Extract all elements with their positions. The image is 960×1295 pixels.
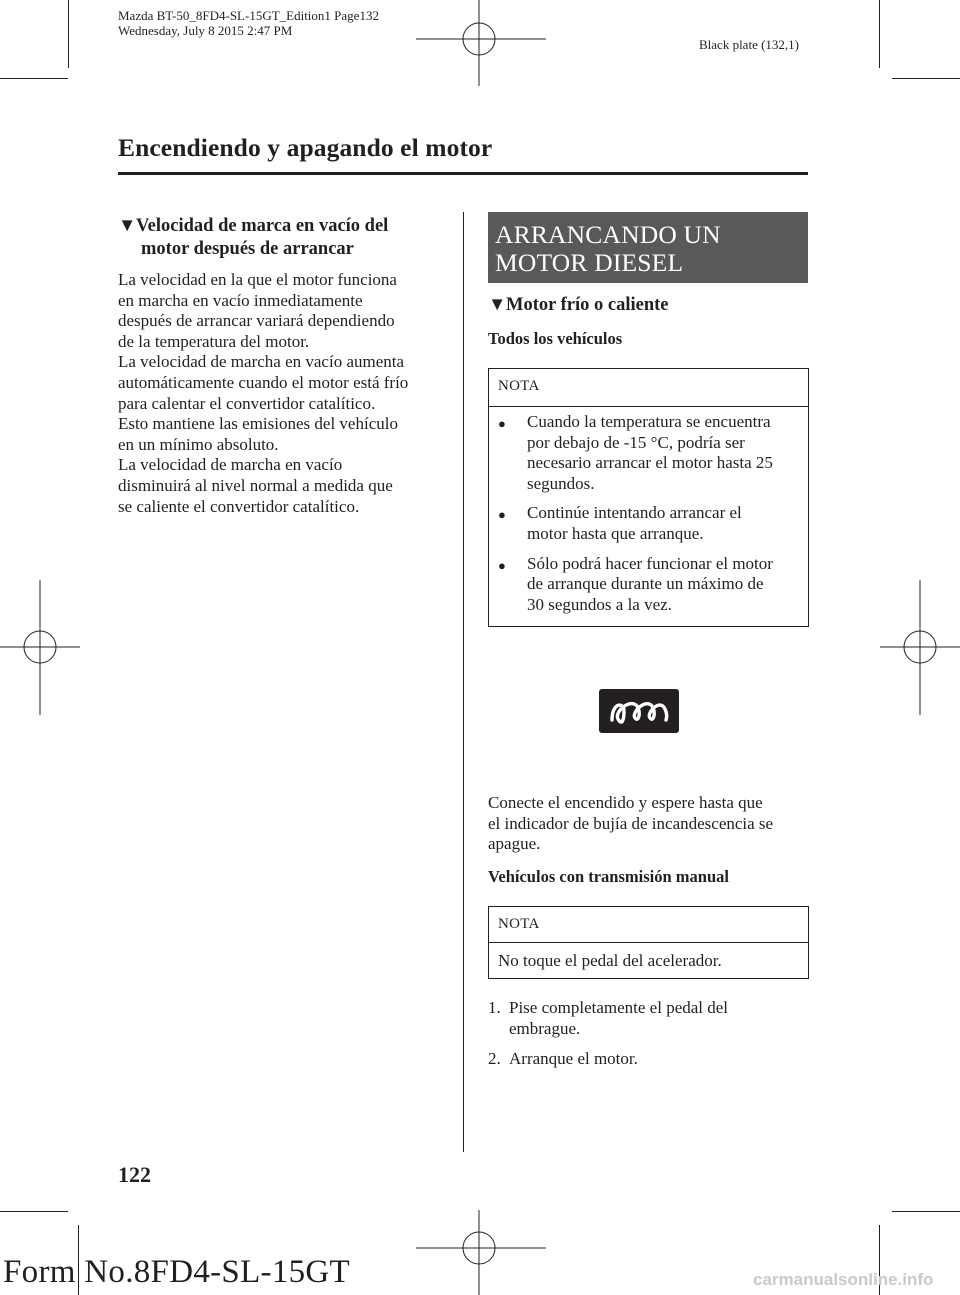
note-list-item: ● Cuando la temperatura se encuentra por debajo de -15 °C, podría ser necesario arrancar el motor hasta 25 segundos.	[498, 412, 773, 493]
step-number: 2.	[488, 1049, 501, 1069]
note-label: NOTA	[498, 916, 540, 932]
step-number: 1.	[488, 998, 501, 1017]
plate-label: Black plate (132,1)	[699, 37, 799, 52]
idle-speed-subheading-line2: motor después de arrancar	[141, 239, 354, 259]
left-column	[118, 215, 448, 517]
crop-mark	[0, 1211, 68, 1212]
chapter-rule	[118, 172, 808, 175]
page-number: 122	[118, 1162, 151, 1187]
crop-mark	[68, 0, 69, 68]
chapter-title: Encendiendo y apagando el motor	[118, 133, 493, 162]
note-text: No toque el pedal del acelerador.	[498, 951, 722, 970]
note-list	[498, 412, 803, 615]
note-divider	[489, 406, 808, 407]
idle-speed-subheading: ▼Velocidad de marca en vacío del	[118, 216, 389, 236]
note-divider	[489, 942, 808, 943]
section-banner	[488, 212, 808, 283]
note-list-item: ● Continúe intentando arrancar el motor hasta que arranque.	[498, 503, 742, 543]
section-title-line1: ARRANCANDO UN	[495, 220, 721, 249]
ignition-paragraph: Conecte el encendido y espere hasta que el indicador de bujía de incandescencia se apague.	[488, 793, 774, 854]
registration-mark-icon	[416, 0, 546, 86]
registration-mark-icon	[416, 1210, 546, 1295]
step-item: 1. Pise completamente el pedal del embrague.	[488, 998, 729, 1038]
bullet-icon: ●	[498, 557, 506, 573]
crop-mark	[0, 78, 68, 79]
bullet-icon: ●	[498, 507, 506, 523]
crop-mark	[892, 1211, 960, 1212]
step-item: 2. Arranque el motor.	[488, 1049, 638, 1069]
crop-mark	[892, 78, 960, 79]
note-box	[488, 906, 809, 979]
crop-mark	[879, 0, 880, 68]
section-title-line2: MOTOR DIESEL	[495, 248, 684, 277]
registration-mark-icon	[0, 580, 80, 715]
steps-list	[488, 998, 813, 1070]
watermark: carmanualsonline.info	[753, 1270, 934, 1289]
all-vehicles-label: Todos los vehículos	[488, 329, 623, 348]
note-label: NOTA	[498, 378, 540, 394]
column-divider	[463, 212, 464, 1152]
triangle-marker-icon: ▼	[488, 295, 507, 315]
print-job-line-2: Wednesday, July 8 2015 2:47 PM	[118, 23, 293, 38]
manual-transmission-label: Vehículos con transmisión manual	[488, 867, 729, 886]
print-job-line-1: Mazda BT-50_8FD4-SL-15GT_Edition1 Page132	[118, 8, 379, 23]
idle-speed-paragraph: La velocidad en la que el motor funciona en marcha en vacío inmediatamente después de arrancar variará dependiendo de la temperatura del motor. La velocidad de marcha en vacío aumenta automáticamente cuando el motor está frío para calentar el convertidor catalítico. Esto mantiene las emisiones del vehículo en un mínimo absoluto. La velocidad de marcha en vacío disminuirá al nivel normal a medida que se caliente el convertidor catalítico.	[118, 270, 409, 516]
note-list-item: ● Sólo podrá hacer funcionar el motor de arranque durante un máximo de 30 segundos a la vez.	[498, 553, 773, 614]
form-number: Form No.8FD4-SL-15GT	[3, 1254, 351, 1290]
cold-hot-subheading: ▼Motor frío o caliente	[488, 295, 669, 315]
triangle-marker-icon: ▼	[118, 216, 137, 236]
registration-mark-icon	[880, 580, 960, 715]
glow-plug-indicator-icon	[599, 689, 679, 733]
bullet-icon: ●	[498, 416, 506, 431]
note-box	[488, 368, 809, 627]
